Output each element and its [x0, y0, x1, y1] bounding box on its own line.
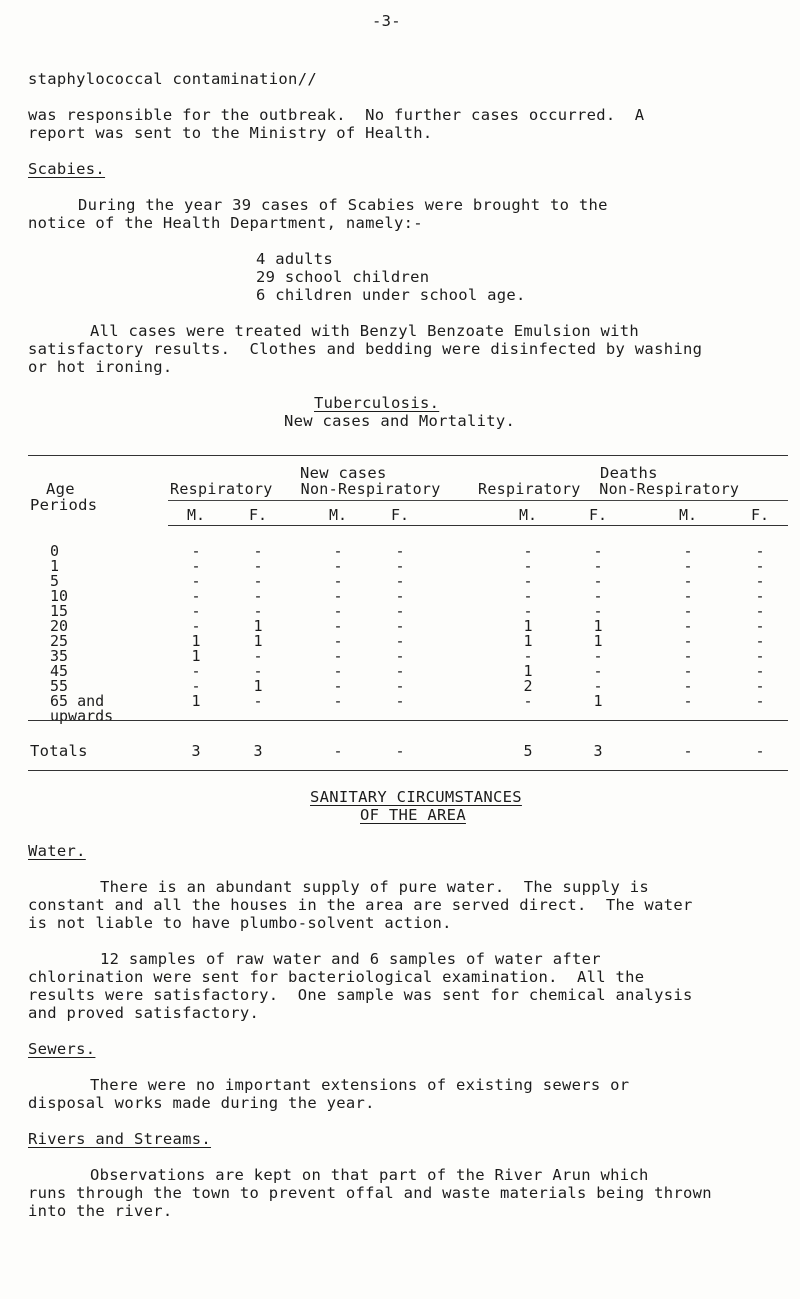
table-cell: 1 [191, 692, 201, 710]
table-cell: - [333, 602, 343, 620]
tb-heading: Tuberculosis. [314, 394, 440, 412]
table-cell: - [593, 557, 603, 575]
table-cell: - [191, 572, 201, 590]
table-cell: - [523, 647, 533, 665]
table-cell: - [395, 587, 405, 605]
water-para2-line-2: chlorination were sent for bacteriological examination. All the [28, 968, 645, 986]
table-cell: - [523, 572, 533, 590]
table-bottom-rule [28, 770, 788, 771]
table-sub-deaths: Respiratory Non-Respiratory [478, 480, 740, 498]
table-cell: - [593, 572, 603, 590]
scabies-para-line-2: notice of the Health Department, namely:- [28, 214, 423, 232]
table-cell: - [755, 692, 765, 710]
age-period-cell: 10 [50, 587, 69, 605]
water-para2-line-4: and proved satisfactory. [28, 1004, 260, 1022]
sanitary-subheading: OF THE AREA [360, 806, 466, 824]
table-cell: - [395, 692, 405, 710]
table-cell: - [333, 542, 343, 560]
table-cell: - [395, 602, 405, 620]
table-cell: - [253, 647, 263, 665]
totals-cell: - [683, 742, 693, 760]
totals-cell: 3 [191, 742, 201, 760]
age-period-cell: 55 [50, 677, 69, 695]
table-cell: - [395, 572, 405, 590]
table-cell: - [395, 557, 405, 575]
table-cell: - [253, 692, 263, 710]
table-cell: - [395, 617, 405, 635]
table-cell: - [333, 632, 343, 650]
table-cell: - [253, 602, 263, 620]
table-cell: - [333, 677, 343, 695]
table-cell: - [755, 617, 765, 635]
totals-cell: 3 [593, 742, 603, 760]
table-group-new-cases: New cases [300, 464, 387, 482]
table-cell: - [683, 557, 693, 575]
table-cell: - [755, 677, 765, 695]
sex-header-cell: F. [750, 506, 770, 524]
age-period-cell: 0 [50, 542, 60, 560]
table-cell: - [253, 587, 263, 605]
table-cell: - [253, 542, 263, 560]
table-cell: 1 [191, 632, 201, 650]
age-period-cell: 25 [50, 632, 69, 650]
sex-header-cell: M. [518, 506, 538, 524]
scabies-list-item: 29 school children [256, 268, 430, 286]
table-cell: 1 [593, 692, 603, 710]
table-cell: - [333, 557, 343, 575]
sanitary-heading: SANITARY CIRCUMSTANCES [310, 788, 522, 806]
scabies-treatment-line-1: All cases were treated with Benzyl Benzoate Emulsion with [90, 322, 640, 340]
table-cell: - [523, 587, 533, 605]
age-period-cell: 15 [50, 602, 69, 620]
table-cell: - [683, 662, 693, 680]
table-cell: - [755, 572, 765, 590]
table-cell: - [253, 572, 263, 590]
tb-subheading: New cases and Mortality. [284, 412, 516, 430]
sex-header-cell: M. [328, 506, 348, 524]
sewers-line-2: disposal works made during the year. [28, 1094, 375, 1112]
table-sub-new: Respiratory Non-Respiratory [170, 480, 441, 498]
table-cell: - [333, 692, 343, 710]
table-cell: - [333, 587, 343, 605]
table-cell: - [395, 662, 405, 680]
table-cell: - [593, 677, 603, 695]
table-cell: - [395, 542, 405, 560]
table-cell: - [683, 647, 693, 665]
table-cell: - [191, 587, 201, 605]
table-cell: - [755, 587, 765, 605]
age-period-cell: 35 [50, 647, 69, 665]
table-cell: - [191, 677, 201, 695]
table-cell: - [683, 677, 693, 695]
table-cell: - [683, 602, 693, 620]
scabies-heading: Scabies. [28, 160, 106, 178]
table-header-rule [168, 525, 788, 526]
totals-cell: - [395, 742, 405, 760]
sex-header-cell: M. [186, 506, 206, 524]
table-cell: - [593, 587, 603, 605]
table-cell: - [755, 662, 765, 680]
table-cell: - [395, 632, 405, 650]
table-col-age: Age [46, 480, 75, 498]
table-cell: - [523, 602, 533, 620]
table-cell: - [755, 647, 765, 665]
table-cell: 1 [593, 617, 603, 635]
table-cell: - [191, 542, 201, 560]
age-period-cell: 20 [50, 617, 69, 635]
sex-header-cell: F. [390, 506, 410, 524]
age-period-cell-continued: upwards [50, 707, 114, 725]
age-period-cell: 45 [50, 662, 69, 680]
table-cell: - [523, 542, 533, 560]
sex-header-cell: M. [678, 506, 698, 524]
table-cell: - [755, 557, 765, 575]
table-cell: - [191, 557, 201, 575]
table-cell: - [755, 542, 765, 560]
rivers-line-1: Observations are kept on that part of the River Arun which [90, 1166, 649, 1184]
sex-header-cell: F. [588, 506, 608, 524]
table-cell: 1 [523, 632, 533, 650]
table-cell: 2 [523, 677, 533, 695]
table-group-deaths: Deaths [600, 464, 658, 482]
scabies-para-line-1: During the year 39 cases of Scabies were brought to the [78, 196, 608, 214]
table-cell: - [683, 692, 693, 710]
table-cell: - [333, 617, 343, 635]
table-cell: - [253, 662, 263, 680]
rivers-heading: Rivers and Streams. [28, 1130, 212, 1148]
table-sub-rule [168, 500, 788, 501]
sewers-heading: Sewers. [28, 1040, 96, 1058]
water-para2-line-1: 12 samples of raw water and 6 samples of water after [100, 950, 601, 968]
table-cell: - [333, 647, 343, 665]
table-cell: - [755, 602, 765, 620]
scabies-list-item: 4 adults [256, 250, 334, 268]
rivers-line-3: into the river. [28, 1202, 173, 1220]
table-cell: 1 [253, 617, 263, 635]
age-period-cell: 1 [50, 557, 60, 575]
scabies-list-item: 6 children under school age. [256, 286, 526, 304]
totals-cell: 3 [253, 742, 263, 760]
intro-line-3: report was sent to the Ministry of Health. [28, 124, 433, 142]
rivers-line-2: runs through the town to prevent offal and waste materials being thrown [28, 1184, 712, 1202]
table-cell: 1 [191, 647, 201, 665]
table-cell: - [593, 602, 603, 620]
table-cell: - [395, 647, 405, 665]
table-cell: - [333, 572, 343, 590]
table-cell: - [191, 602, 201, 620]
table-cell: - [191, 662, 201, 680]
totals-cell: - [333, 742, 343, 760]
intro-line-2: was responsible for the outbreak. No further cases occurred. A [28, 106, 645, 124]
table-cell: 1 [523, 617, 533, 635]
totals-cell: 5 [523, 742, 533, 760]
table-cell: 1 [253, 632, 263, 650]
table-cell: - [523, 692, 533, 710]
water-para2-line-3: results were satisfactory. One sample was sent for chemical analysis [28, 986, 693, 1004]
scabies-treatment-line-3: or hot ironing. [28, 358, 173, 376]
water-para1-line-1: There is an abundant supply of pure water. The supply is [100, 878, 650, 896]
table-cell: - [253, 557, 263, 575]
table-col-periods: Periods [30, 496, 98, 514]
table-cell: 1 [523, 662, 533, 680]
table-cell: 1 [593, 632, 603, 650]
table-cell: - [191, 617, 201, 635]
water-para1-line-3: is not liable to have plumbo-solvent action. [28, 914, 452, 932]
table-cell: - [683, 632, 693, 650]
table-cell: - [683, 542, 693, 560]
totals-cell: - [755, 742, 765, 760]
table-top-rule [28, 455, 788, 456]
table-body-rule [28, 720, 788, 721]
table-cell: 1 [253, 677, 263, 695]
water-heading: Water. [28, 842, 86, 860]
page-number: -3- [372, 12, 401, 30]
age-period-cell: 65 and [50, 692, 105, 710]
table-cell: - [755, 632, 765, 650]
sewers-line-1: There were no important extensions of existing sewers or [90, 1076, 630, 1094]
table-cell: - [593, 647, 603, 665]
water-para1-line-2: constant and all the houses in the area are served direct. The water [28, 896, 693, 914]
table-cell: - [683, 617, 693, 635]
table-cell: - [333, 662, 343, 680]
table-cell: - [523, 557, 533, 575]
totals-label: Totals [30, 742, 88, 760]
table-cell: - [593, 662, 603, 680]
intro-line-1: staphylococcal contamination// [28, 70, 317, 88]
table-cell: - [683, 587, 693, 605]
age-period-cell: 5 [50, 572, 60, 590]
sex-header-cell: F. [248, 506, 268, 524]
table-cell: - [683, 572, 693, 590]
scabies-treatment-line-2: satisfactory results. Clothes and bedding were disinfected by washing [28, 340, 703, 358]
table-cell: - [395, 677, 405, 695]
table-cell: - [593, 542, 603, 560]
